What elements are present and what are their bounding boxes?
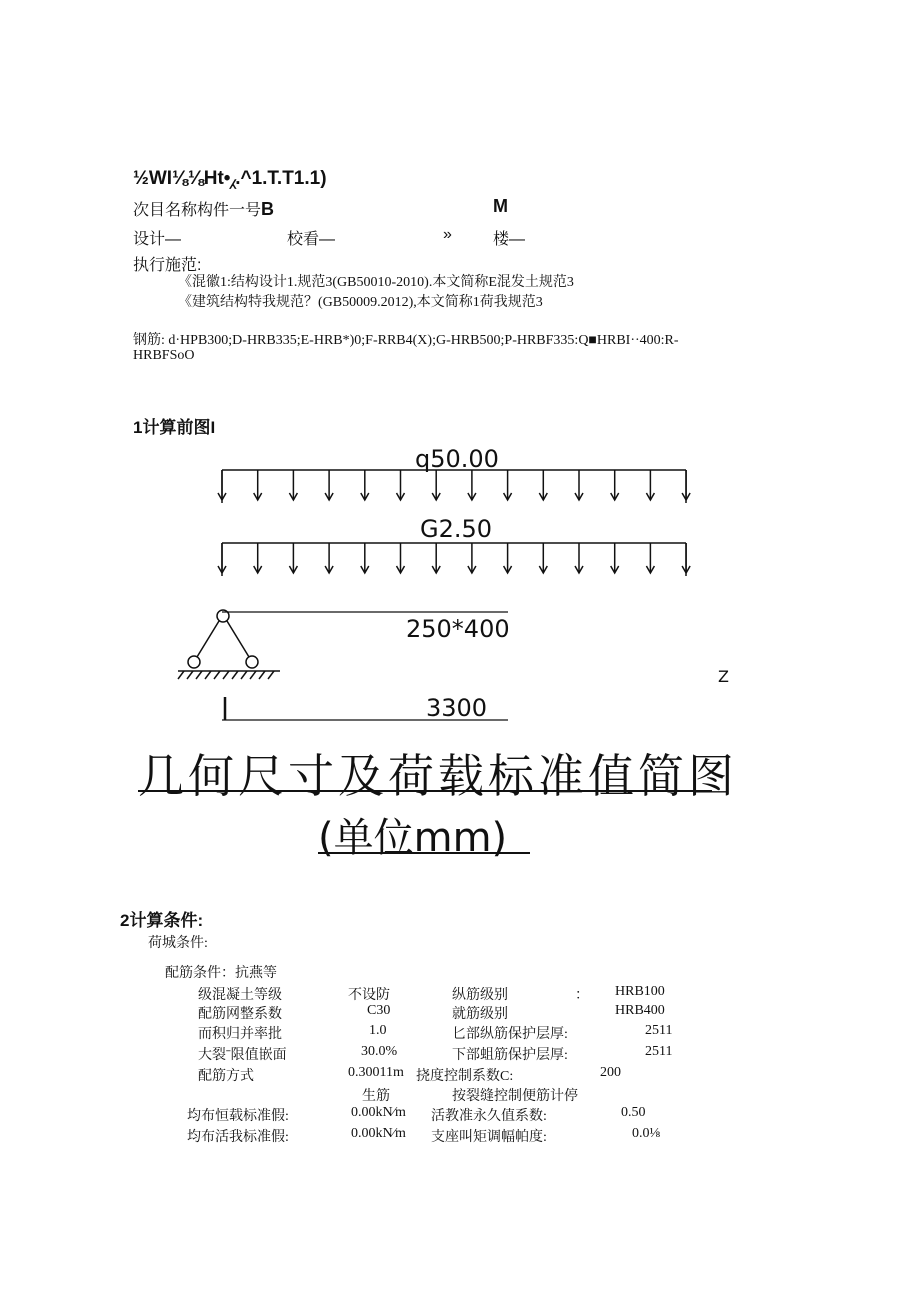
param-label: 挠度控制系数C: [416,1069,514,1084]
member-mark: M [493,196,508,216]
param-value: HRB100 [615,984,665,999]
live-load-arrows [218,470,690,503]
param-value: 30.0% [361,1044,398,1059]
param-label: 均布活我标准假: [187,1130,289,1145]
span-label: 3300 [426,694,488,722]
designer-field: 设计— [133,231,182,248]
param-value: 0.0⅛ [632,1126,660,1141]
steel-legend-line-1: 钢筋: d·HPB300;D-HRB335;E-HRB*)0;F-RRB4(X);G-HRB500;P-HRBF335:Q■HRBI··400:R- [133,333,679,348]
ground-hatch [214,671,220,679]
pin-support-icon [178,610,280,679]
chevron-glyph: » [443,226,452,243]
param-label: 大裂ˉ限值嵌面 [198,1048,287,1063]
ground-hatch [268,671,274,679]
reinforcement-conditions-label: 配筋条件：抗燕等 [165,966,277,981]
param-value: 0.50 [621,1105,646,1120]
checker-field: 校看— [287,231,336,248]
param-label: 而积归并率批 [198,1027,282,1042]
param-value: 不设防 [348,988,390,1003]
ground-hatch [259,671,265,679]
ground-hatch [232,671,238,679]
section-size-label: 250*400 [406,615,510,643]
load-conditions-label: 荷城条件: [148,936,208,951]
ground-hatch [187,671,193,679]
end-mark: Z [718,667,729,686]
ground-hatch [241,671,247,679]
param-label: 级混凝土等级 [198,988,282,1003]
param-value: 2511 [645,1023,673,1038]
spec-item-concrete-code: 《混徽1:结构设计1.规范3(GB50010-2010).本文简称E混发土规范3 [178,275,574,290]
param-label: 均布恒载标准假: [187,1109,289,1124]
project-code: B [261,199,275,219]
param-value: 2511 [645,1044,673,1059]
caption-underline-2 [318,852,530,854]
param-value: C30 [367,1003,391,1018]
section-2-title: 2计算条件: [120,911,204,930]
caption-underline-1 [138,790,712,792]
spec-item-load-code: 《建筑结构特我规范？(GB50009.2012),本文简称1荷我规范3 [178,295,543,310]
floor-field: 楼— [493,231,526,248]
ground-hatch [178,671,184,679]
colon-glyph: ： [575,988,589,1003]
param-label: 匕部纵筋保护层厚: [452,1027,568,1042]
dead-load-label: G2.50 [420,515,493,543]
param-value: 0.00kN⁄m [351,1126,406,1141]
ground-hatch [250,671,256,679]
param-value: 0.30011m [348,1065,404,1080]
spec-heading: 执行施范: [133,257,202,274]
param-value: 200 [600,1065,621,1080]
param-label: 活教准永久值系数: [431,1109,547,1124]
diagram-caption-line-1: 几何尺寸及荷载标准值简图 [138,749,738,803]
param-value: 0.00kN⁄m [351,1105,406,1120]
diagram-caption-line-2: (单位mm) [318,815,508,861]
param-value: HRB400 [615,1003,665,1018]
param-label: 支座叫矩调幅帕度: [431,1130,547,1145]
dead-load-arrows [218,543,690,576]
project-name-label: 次目名称构件一号 [133,202,262,219]
section-1-title: 1计算前图I [133,418,216,437]
param-label: 纵筋级别 [452,988,508,1003]
param-label: 按裂缝控制便筋计停 [452,1089,578,1104]
ground-hatch [223,671,229,679]
param-value: 生筋 [362,1089,390,1104]
param-value: 1.0 [369,1023,387,1038]
ground-hatch [205,671,211,679]
document-title: ½WI⅛⅛Ht•⁁.^1.T.T1.1) [133,168,327,189]
live-load-label: q50.00 [415,445,499,473]
steel-legend-line-2: HRBFSoO [133,348,195,363]
param-label: 配筋网整系数 [198,1007,282,1022]
param-label: 就筋级别 [452,1007,508,1022]
param-label: 下部蛆筋保护层厚: [452,1048,568,1063]
param-label: 配筋方式 [198,1069,254,1084]
ground-hatch [196,671,202,679]
